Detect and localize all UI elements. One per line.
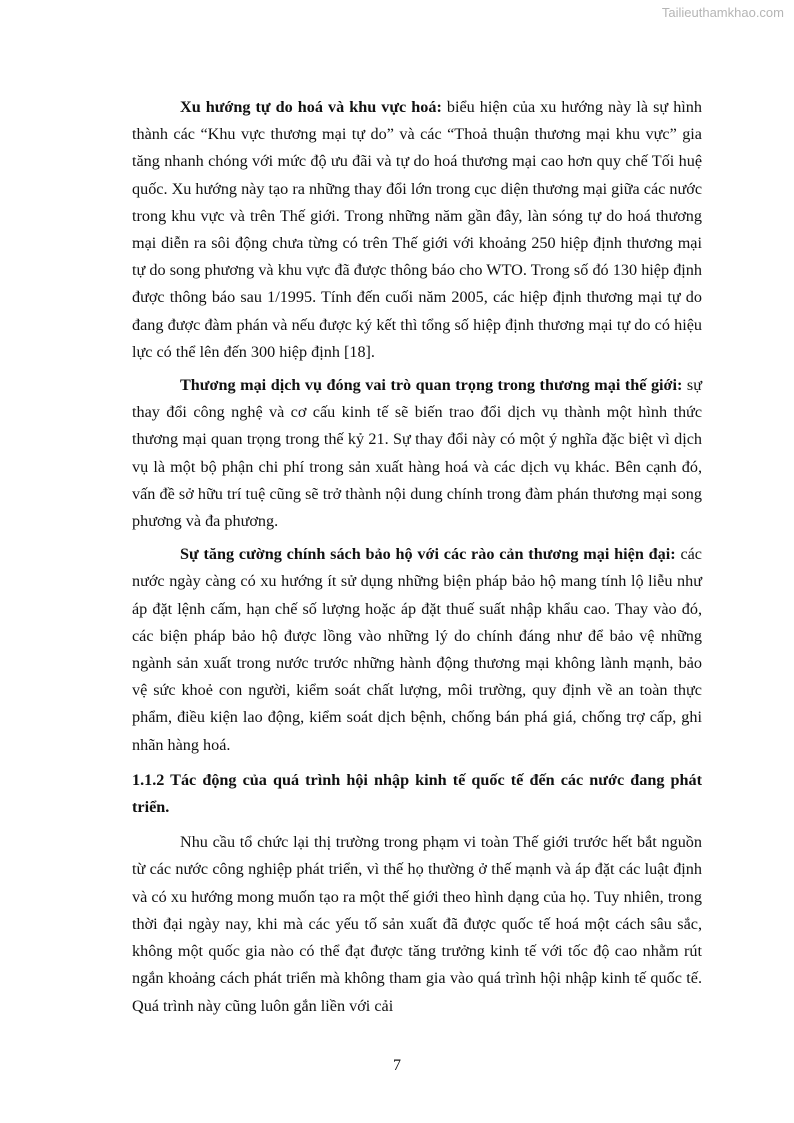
paragraph-body: sự thay đổi công nghệ và cơ cấu kinh tế sẽ biến trao đổi dịch vụ thành một hình thức thương mại quan trọng trong thế kỷ 21. Sự thay đổi này có một ý nghĩa đặc biệt vì dịch vụ là một bộ phận chi phí trong sản xuất hàng hoá và các dịch vụ khác. Bên cạnh đó, vấn đề sở hữu trí tuệ cũng sẽ trở thành nội dung chính trong đàm phán thương mại song phương và đa phương. [132,376,702,531]
watermark: Tailieuthamkhao.com [661,5,784,20]
paragraph-lead: Thương mại dịch vụ đóng vai trò quan trọng trong thương mại thế giới: [180,376,683,395]
paragraph-lead: Xu hướng tự do hoá và khu vực hoá: [180,98,442,116]
page-content [132,94,702,1026]
paragraph-market-reorganization: Nhu cầu tổ chức lại thị trường trong phạm vi toàn Thế giới trước hết bắt nguồn từ các nước công nghiệp phát triển, vì thế họ thường ở thế mạnh và áp đặt các luật định và có xu hướng mong muốn tạo ra một thế giới theo hình dạng của họ. Tuy nhiên, trong thời đại ngày nay, khi mà các yếu tố sản xuất đã được quốc tế hoá một cách sâu sắc, không một quốc gia nào có thể đạt được tăng trưởng kinh tế với tốc độ cao nhằm rút ngắn khoảng cách phát triển mà không tham gia vào quá trình hội nhập kinh tế quốc tế. Quá trình này cũng luôn gắn liền với cải [132,833,702,1015]
page-number: 7 [393,1057,401,1074]
paragraph-liberalization-trend [132,94,702,366]
paragraph-lead: Sự tăng cường chính sách bảo hộ với các rào cản thương mại hiện đại: [180,545,676,564]
paragraph-protectionism [132,541,702,759]
section-heading: 1.1.2 Tác động của quá trình hội nhập kinh tế quốc tế đến các nước đang phát triển. [132,770,702,817]
paragraph-body: biểu hiện của xu hướng này là sự hình thành các “Khu vực thương mại tự do” và các “Thoả thuận thương mại khu vực” gia tăng nhanh chóng với mức độ ưu đãi và tự do hoá thương mại cao hơn quy chế Tối huệ quốc. Xu hướng này tạo ra những thay đổi lớn trong cục diện thương mại giữa các nước trong khu vực và trên Thế giới. Trong những năm gần đây, làn sóng tự do hoá thương mại diễn ra sôi động chưa từng có trên Thế giới với khoảng 250 hiệp định thương mại tự do song phương và khu vực đã được thông báo cho WTO. Trong số đó 130 hiệp định được thông báo sau 1/1995. Tính đến cuối năm 2005, các hiệp định thương mại tự do đang được đàm phán và nếu được ký kết thì tổng số hiệp định thương mại tự do có hiệu lực có thể lên đến 300 hiệp định [18]. [132,98,702,361]
paragraph-body: các nước ngày càng có xu hướng ít sử dụng những biện pháp bảo hộ mang tính lộ liễu như áp đặt lệnh cấm, hạn chế số lượng hoặc áp đặt thuế suất nhập khẩu cao. Thay vào đó, các biện pháp bảo hộ được lồng vào những lý do chính đáng như để bảo vệ những ngành sản xuất trong nước trước những hành động thương mại không lành mạnh, bảo vệ sức khoẻ con người, kiểm soát chất lượng, môi trường, quy định về an toàn thực phẩm, điều kiện lao động, kiểm soát dịch bệnh, chống bán phá giá, chống trợ cấp, ghi nhãn hàng hoá. [132,545,702,754]
paragraph-services-trade [132,372,702,535]
